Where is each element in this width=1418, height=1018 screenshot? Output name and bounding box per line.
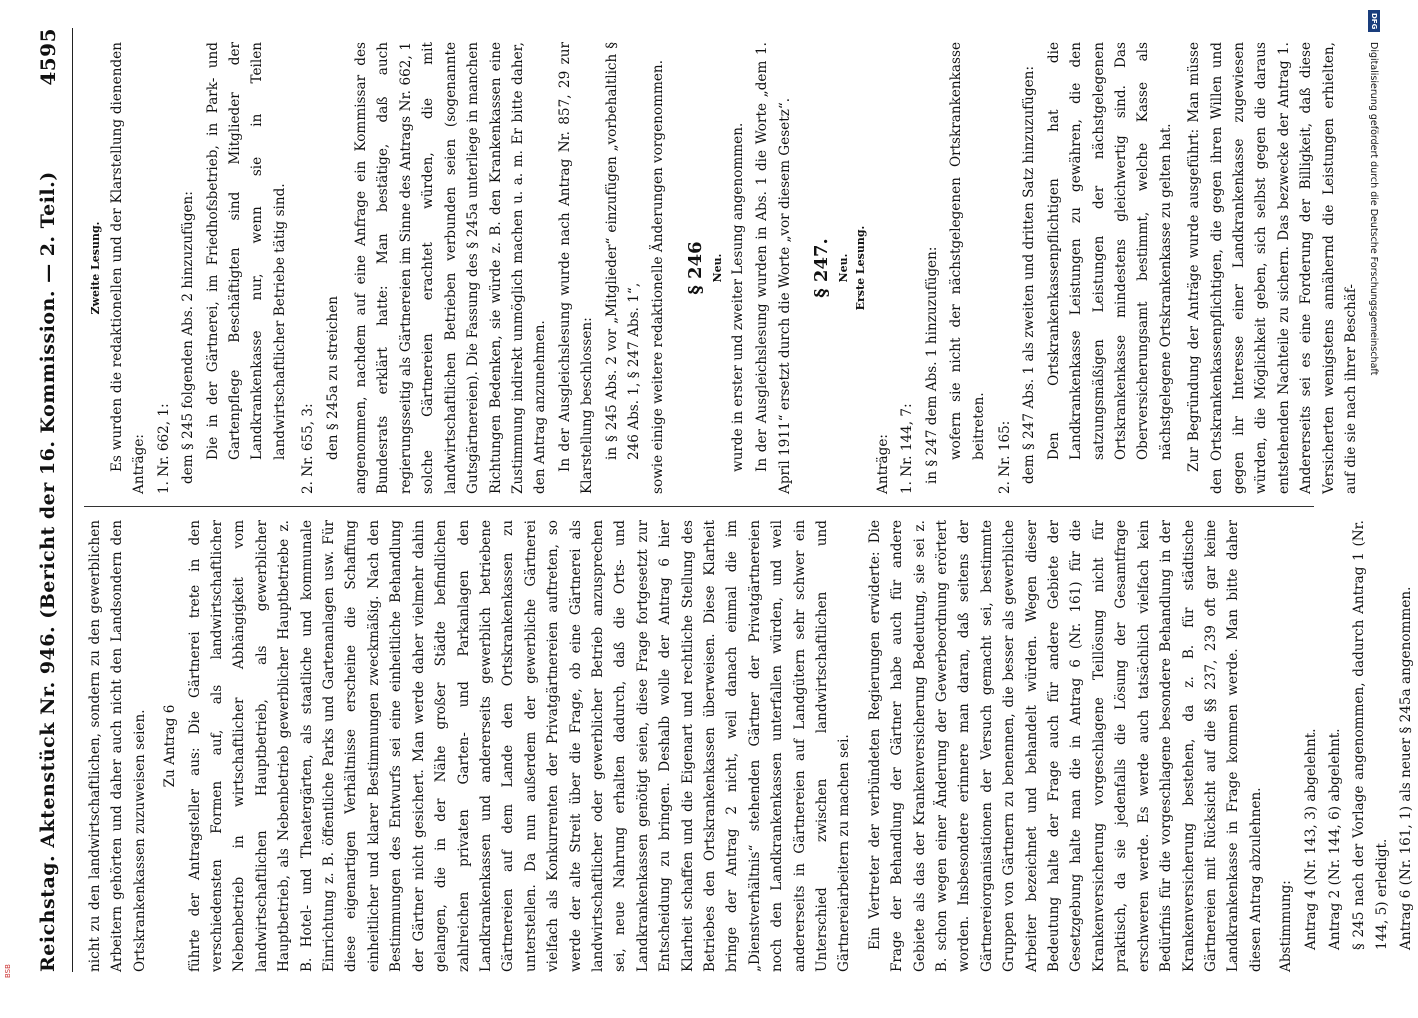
ausgleich-paragraph: In der Ausgleichslesung wurde nach Antrag Nr. 857, 29 zur Klarstellung beschlossen:	[556, 42, 596, 494]
regierung-paragraph: Ein Vertreter der verbündeten Regierungen erwiderte: Die Frage der Behandlung der Gärtner habe auch für andere Gebiete als das der Krankenversicherung Bedeutung, sie sei z. B. schon wegen einer Änderung der Gewerbeordnung erörtert worden. Insbesondere erinnere man daran, daß seitens der Gärtnereiorganisationen der Versuch gemacht sei, bestimmte Gruppen von Gärtnern zu benennen, die besser als gewerbliche Arbeiter bezeichnet und behandelt würden. Wegen dieser Bedeutung halte der Frage auch für andere Gebiete der Gesetzgebung halte man die in Antrag 6 (Nr. 161) für die Krankenversicherung vorgeschlagene Teillösung nicht für praktisch, da sie jedenfalls die Lösung der Gesamtfrage erschweren werde. Es werde auch tatsächlich vielfach kein Bedürfnis für die vorgeschlagene besondere Behandlung in der Krankenversicherung bestehen, da z. B. für städtische Gärtnereien mit Rücksicht auf die §§ 237, 239 oft gar keine Landkrankenkasse in Frage kommen werde. Man bitte daher diesen Antrag abzulehnen.	[866, 520, 1264, 972]
intro-paragraph: nicht zu den landwirtschaftlichen, sondern zu den gewerblichen Arbeitern gehörten und daher auch nicht den Landsondern den Ortskrankenkassen zuzuweisen seien.	[87, 520, 148, 972]
angenommen-paragraph: angenommen, nachdem auf eine Anfrage ein Kommissar des Bundesrats erklärt hatte: Man bestätige, daß auch regierungsseitig als Gärtnereien im Sinne des Antrags Nr. 662, 1 solche Gärtnereien erachtet würden, die mit landwirtschaftlichen Betrieben verbunden seien (sogenannte Gutsgärtnereien). Die Fassung des § 245a unterliege in manchen Richtungen Bedenken, sie würde z. B. den Krankenkassen eine Zustimmung indirekt unmöglich machen u. a. m. Er bitte daher, den Antrag anzunehmen.	[353, 42, 549, 494]
motion-quote: wofern sie nicht der nächstgelegenen Ortskrankenkasse beitreten.	[948, 42, 987, 460]
page-number: 4595	[36, 28, 60, 86]
section-247-subtitle: Neu.	[836, 253, 850, 283]
motion-label: 2. Nr. 165:	[997, 420, 1013, 494]
motion-text: in § 247 dem Abs. 1 hinzuzufügen:	[923, 246, 940, 484]
section-246-text: wurde in erster und zweiter Lesung angenommen.	[729, 122, 746, 472]
section-246-ausgleich: In der Ausgleichslesung wurden in Abs. 1 die Worte „dem 1. April 1911“ ersetzt durch die Worte „vor diesem Gesetz“.	[754, 42, 793, 494]
motion-text: dem § 247 Abs. 1 als zweiten und dritten Satz hinzuzufügen:	[1021, 65, 1038, 484]
motion-label: 1. Nr. 144, 7:	[899, 403, 916, 494]
header-rule	[72, 28, 73, 972]
column-divider	[84, 506, 1314, 507]
digitization-note	[1366, 12, 1380, 988]
antraege-label: Anträge:	[874, 434, 891, 494]
ausgleich-quote: in § 245 Abs. 2 vor „Mitglieder“ einzufügen „vorbehaltlich § 246 Abs. 1, § 247 Abs. 1“,	[603, 42, 642, 460]
antrag6-heading: Zu Antrag 6	[162, 704, 179, 788]
header-title: Reichstag. Aktenstück Nr. 946. (Bericht der 16. Kommission. — 2. Teil.)	[37, 171, 59, 972]
ausgleich-end: sowie einige weitere redaktionelle Änderungen vorgenommen.	[650, 59, 667, 494]
digitization-note-text: Digitalisierung gefördert durch die Deutsche Forschungsgemeinschaft	[1368, 42, 1379, 376]
vote-item: Antrag 2 (Nr. 144, 6) abgelehnt.	[1326, 728, 1343, 950]
vote-item: Antrag 6 (Nr. 161, 1) als neuer § 245a angenommen.	[1398, 586, 1415, 950]
motion-label: 2. Nr. 655, 3:	[300, 403, 317, 494]
abstimmung-label: Abstimmung:	[1278, 880, 1295, 972]
left-column	[84, 520, 1415, 972]
library-mark: BSB	[4, 964, 12, 978]
vote-item: Antrag 4 (Nr. 143, 3) abgelehnt.	[1302, 728, 1319, 950]
running-header	[28, 28, 68, 972]
section-247-title: § 247.	[810, 238, 832, 298]
dfg-logo-icon: DFG	[1368, 10, 1380, 32]
zweite-lesung-intro: Es wurden die redaktionellen und der Klarstellung dienenden Anträge:	[109, 42, 148, 494]
motion-text: dem § 245 folgenden Abs. 2 hinzuzufügen:	[180, 191, 197, 484]
zweite-lesung-heading: Zweite Lesung.	[89, 221, 102, 315]
motion-quote: Die in der Gärtnerei, im Friedhofsbetrieb, in Park- und Gartenpflege Beschäftigten sind Mitglieder der Landkrankenkasse nur, wenn sie in Teilen landwirtschaftlicher Betriebe tätig sind.	[204, 42, 288, 460]
motion-label: 1. Nr. 662, 1:	[155, 403, 172, 494]
begruendung-paragraph: Zur Begründung der Anträge wurde ausgeführt: Man müsse den Ortskrankenkassenpflichtigen, die gegen ihren Willen und gegen ihr Interesse einer Landkrankenkasse zugewiesen würden, die Möglichkeit geben, sich selbst gegen die daraus entstehenden Nachteile zu sichern. Das bezwecke der Antrag 1. Andererseits sei es eine Forderung der Billigkeit, daß diese Versicherten wenigstens annähernd die Leistungen erhielten, auf die sie nach ihrer Beschäf-	[1186, 42, 1360, 494]
right-column	[84, 42, 1360, 494]
motion-quote: Den Ortskrankenkassenpflichtigen hat die Landkrankenkasse Leistungen zu gewähren, die den satzungsmäßigen Leistungen der nächstgelegenen Ortskrankenkasse mindestens gleichwertig sind. Das Oberversicherungsamt bestimmt, welche Kasse als nächstgelegene Ortskrankenkasse zu gelten hat.	[1045, 42, 1174, 460]
section-246-subtitle: Neu.	[710, 253, 724, 283]
antrag6-paragraph: führte der Antragsteller aus: Die Gärtnerei trete in den verschiedensten Formen auf, als landwirtschaftlicher Nebenbetrieb in wirtschaftlicher Abhängigkeit vom landwirtschaftlichen Hauptbetrieb, als gewerblicher Hauptbetrieb, als Nebenbetrieb gewerblicher Hauptbetriebe z. B. Hotel- und Theatergärten, als staatliche und kommunale Einrichtung z. B. öffentliche Parks und Gartenanlagen usw. Für diese eigenartigen Verhältnisse erscheine die Schaffung einheitlicher und klarer Bestimmungen zweckmäßig. Nach den Bestimmungen des Entwurfs sei eine einheitliche Behandlung der Gärtner nicht gesichert. Man werde daher vielmehr dahin gelangen, die in der Nähe großer Städte befindlichen zahlreichen privaten Garten- und Parkanlagen den Landkrankenkassen und andererseits gewerblich betriebene Gärtnereien auf dem Lande den Ortskrankenkassen zu unterstellen. Da nun außerdem der gewerbliche Gärtnerei vielfach als Konkurrenten der Privatgärtnereien auftreten, so werde der alte Streit über die Frage, ob eine Gärtnerei als landwirtschaftlicher oder gewerblicher Betrieb anzusprechen sei, neue Nahrung erhalten dadurch, daß die Orts- und Landkrankenkassen genötigt seien, diese Frage fortgesetzt zur Entscheidung zu bringen. Deshalb wolle der Antrag 6 hier Klarheit schaffen und die Eigenart und rechtliche Stellung des Betriebes den Ortskrankenkassen überweisen. Diese Klarheit bringe der Antrag 2 nicht, weil danach einmal die im „Dienstverhältnis“ stehenden Gärtner der Privatgärtnereien noch den Landkrankenkassen unterfallen würden, und weil andererseits in Gärtnereien auf Landgütern sehr schwer ein Unterschied zwischen landwirtschaftlichen und Gärtnereiarbeitern zu machen sei.	[186, 520, 853, 972]
section-246-title: § 246	[684, 241, 706, 295]
motion-text: den § 245a zu streichen	[324, 295, 341, 460]
vote-item: § 245 nach der Vorlage angenommen, dadurch Antrag 1 (Nr. 144, 5) erledigt.	[1351, 520, 1390, 950]
section-247-erste-lesung: Erste Lesung.	[853, 225, 867, 311]
